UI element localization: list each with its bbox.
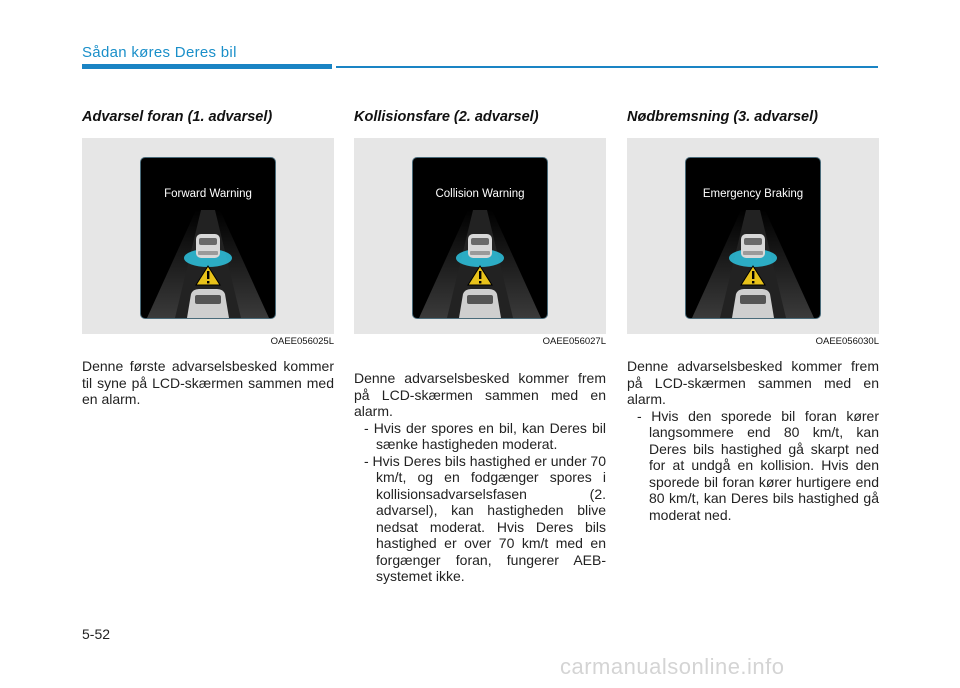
lcd-screen: [412, 157, 548, 319]
column-emergency-braking: [627, 108, 879, 523]
header-rule-thick: [82, 64, 332, 69]
column-forward-warning: [82, 108, 334, 408]
figure-forward-warning: [82, 138, 334, 334]
body-text: [82, 358, 334, 408]
page-number: 5-52: [82, 626, 111, 642]
header-rule-thin: [336, 66, 878, 68]
section-title: Sådan køres Deres bil: [82, 44, 237, 61]
body-text: [627, 358, 879, 523]
figure-emergency-braking: [627, 138, 879, 334]
column-collision-warning: [354, 108, 606, 585]
column-heading: Nødbremsning (3. advarsel): [627, 109, 818, 125]
column-heading: Advarsel foran (1. advarsel): [82, 109, 273, 125]
bullet-item: - Hvis der spores en bil, kan Deres bil sænke hastigheden moderat.: [364, 419, 606, 452]
screen-label: Forward Warning: [164, 188, 252, 200]
image-code: OAEE056027L: [542, 336, 606, 347]
own-car-icon: [732, 289, 774, 318]
figure-collision-warning: [354, 138, 606, 334]
body-text: [354, 370, 606, 585]
intro-paragraph: Denne advarselsbesked kommer frem på LCD-skærmen sammen med en alarm.: [627, 358, 879, 407]
car-icon: [468, 234, 492, 258]
bullet-item: - Hvis den sporede bil foran kører langsommere end 80 km/t, kan Deres bils hastighed gå skarpt ned for at undgå en kollision. Hvis den sporede bil foran kører hurtigere end 80 km/t, kan Deres bils hastighed gå moderat ned.: [637, 407, 879, 523]
road-scene: [686, 158, 820, 318]
intro-paragraph: Denne første advarselsbesked kommer til syne på LCD-skærmen sammen med en alarm.: [82, 358, 334, 407]
road-scene: [141, 158, 275, 318]
lcd-screen: [685, 157, 821, 319]
column-heading: Kollisionsfare (2. advarsel): [354, 109, 539, 125]
screen-label: Emergency Braking: [702, 188, 804, 200]
car-icon: [196, 234, 220, 258]
lcd-screen: [140, 157, 276, 319]
bullet-item: - Hvis Deres bils hastighed er under 70 km/t, og en fodgænger spores i kollisionsadvarselsfasen (2. advarsel), kan hastigheden blive nedsat moderat. Hvis Deres bils hastighed er over 70 km/t med en forgænger foran, fungerer AEB-systemet ikke.: [364, 452, 607, 584]
car-icon: [741, 234, 765, 258]
image-code: OAEE056025L: [270, 336, 334, 347]
road-scene: [413, 158, 547, 318]
intro-paragraph: Denne advarselsbesked kommer frem på LCD-skærmen sammen med en alarm.: [354, 370, 606, 419]
watermark: carmanualsonline.info: [560, 654, 785, 679]
image-code: OAEE056030L: [815, 336, 879, 347]
own-car-icon: [459, 289, 501, 318]
screen-label: Collision Warning: [435, 188, 525, 200]
own-car-icon: [187, 289, 229, 318]
